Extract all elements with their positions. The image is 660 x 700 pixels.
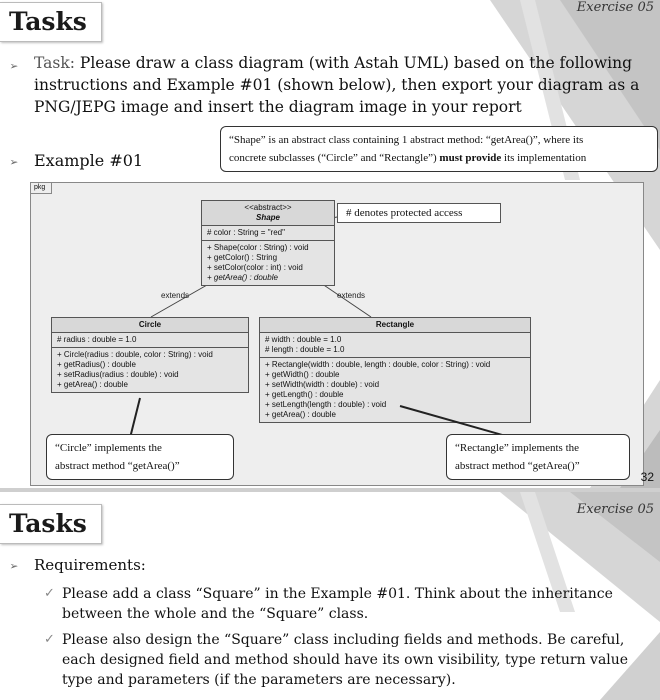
rect-callout-line1: “Rectangle” implements the (455, 442, 580, 454)
circle-callout-line2: abstract method “getArea()” (55, 460, 180, 472)
class-rectangle-field: # width : double = 1.0 (265, 335, 342, 344)
class-circle-method: + setRadius(radius : double) : void (57, 370, 179, 379)
task-description: Please draw a class diagram (with Astah UML) based on the following instructions and Example #01 (shown below), then export your diagram as a PNG/JEPG image and insert the diagram image in your report (34, 54, 640, 116)
class-rectangle-method: + setWidth(width : double) : void (265, 380, 380, 389)
class-rectangle-name: Rectangle (260, 318, 530, 333)
extends-label-left: extends (161, 291, 190, 300)
pkg-label: pkg (31, 183, 52, 194)
example-bullet-arrow-icon: ➢ (10, 155, 19, 171)
example-label: Example #01 (34, 151, 144, 170)
circle-callout-pointer (130, 398, 140, 438)
slide-title: Tasks (0, 2, 102, 42)
class-rectangle-method: + setLength(length : double) : void (265, 400, 387, 409)
slide-title-2: Tasks (0, 504, 102, 544)
class-rectangle-method: + getLength() : double (265, 390, 344, 399)
class-shape-field: # color : String = "red" (207, 228, 285, 237)
requirement-1: Please add a class “Square” in the Example #01. Think about the inheritance between the whole and the “Square” class. (62, 586, 613, 622)
checkmark-icon: ✓ (44, 632, 55, 647)
rectangle-callout (446, 434, 630, 480)
requirements-label: Requirements: (34, 556, 146, 574)
class-circle-name: Circle (52, 318, 248, 333)
class-circle-method: + getArea() : double (57, 380, 128, 389)
class-shape-method: + getArea() : double (207, 273, 278, 282)
class-shape-name: Shape (255, 213, 280, 222)
checkmark-icon: ✓ (44, 586, 55, 601)
page-number: 32 (640, 470, 654, 484)
task-label: Task: (34, 54, 75, 72)
class-shape-method: + Shape(color : String) : void (207, 243, 309, 252)
exercise-label: Exercise 05 (576, 0, 654, 15)
protected-access-note: # denotes protected access (337, 203, 501, 223)
shape-callout-line2a: concrete subclasses (“Circle” and “Rectangle”) (229, 152, 440, 164)
class-circle-method: + Circle(radius : double, color : String) : void (57, 350, 213, 359)
rect-callout-line2: abstract method “getArea()” (455, 460, 580, 472)
class-shape-method: + getColor() : String (207, 253, 278, 262)
class-shape-method: + setColor(color : int) : void (207, 263, 303, 272)
shape-callout-line1: “Shape” is an abstract class containing 1 abstract method: “getArea()”, where its (229, 134, 584, 146)
circle-callout (46, 434, 234, 480)
extends-label-right: extends (337, 291, 366, 300)
exercise-label-2: Exercise 05 (576, 502, 654, 517)
requirements-arrow-icon: ➢ (10, 559, 19, 575)
class-circle-method: + getRadius() : double (57, 360, 136, 369)
class-rectangle-field: # length : double = 1.0 (265, 345, 345, 354)
class-shape-stereotype: <<abstract>> (244, 203, 292, 212)
task-bullet-arrow-icon: ➢ (10, 59, 19, 75)
class-rectangle-method: + Rectangle(width : double, length : double, color : String) : void (265, 360, 491, 369)
shape-callout-bold: must provide (439, 152, 502, 164)
class-rectangle-method: + getArea() : double (265, 410, 336, 419)
shape-callout-line2b: its implementation (501, 152, 587, 164)
requirement-2: Please also design the “Square” class including fields and methods. Be careful, each designed field and method should have its own visibility, type return value type and parameters (if the parameters are necessary). (62, 632, 629, 688)
class-circle-field: # radius : double = 1.0 (57, 335, 137, 344)
circle-callout-line1: “Circle” implements the (55, 442, 162, 454)
slide-2 (0, 492, 660, 700)
class-rectangle-method: + getWidth() : double (265, 370, 340, 379)
